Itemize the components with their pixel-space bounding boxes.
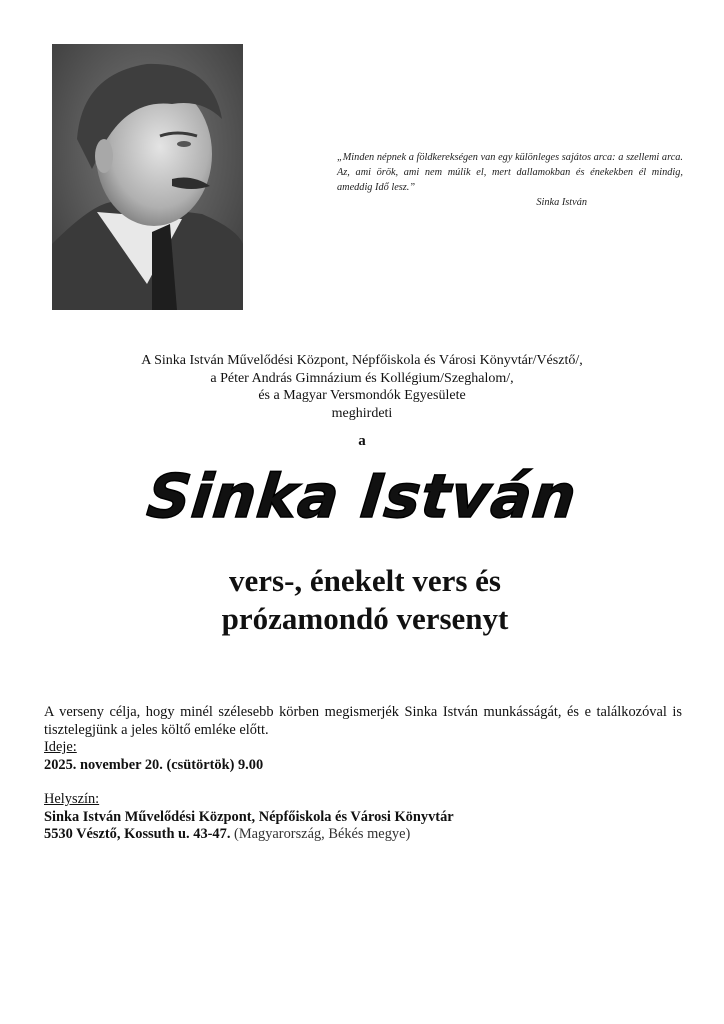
venue-label: Helyszín: xyxy=(44,791,100,807)
subtitle-line: prózamondó versenyt xyxy=(221,601,509,636)
organizer-line: A Sinka István Művelődési Központ, Népfőiskola és Városi Könyvtár/Vésztő/, xyxy=(141,353,583,368)
spacer xyxy=(44,774,682,791)
portrait-photo xyxy=(52,44,243,310)
venue-address: 5530 Vésztő, Kossuth u. 43-47. xyxy=(44,826,231,842)
subtitle-line: vers-, énekelt vers és xyxy=(228,563,501,598)
venue-address-line xyxy=(44,826,682,844)
portrait-image xyxy=(52,44,243,310)
article-a: a xyxy=(358,433,366,449)
organizer-line: és a Magyar Versmondók Egyesülete xyxy=(258,388,466,403)
date-label: Ideje: xyxy=(44,739,77,755)
venue-region: (Magyarország, Békés megye) xyxy=(234,826,411,842)
competition-title: Sinka István xyxy=(143,462,581,532)
competition-subtitle xyxy=(40,562,690,638)
intro-paragraph: A verseny célja, hogy minél szélesebb körben megismerjék Sinka István munkásságát, és e találkozóval is tisztelegjünk a jeles költő emléke előtt. xyxy=(44,704,682,738)
quote-block xyxy=(337,150,683,210)
organizer-line: a Péter András Gimnázium és Kollégium/Szeghalom/, xyxy=(210,370,514,386)
date-value: 2025. november 20. (csütörtök) 9.00 xyxy=(44,756,264,773)
organizers-block xyxy=(40,352,684,422)
announces-line: meghirdeti xyxy=(331,405,393,421)
details-block xyxy=(44,704,682,844)
venue-name: Sinka István Művelődési Központ, Népfőiskola és Városi Könyvtár xyxy=(44,808,454,825)
quote-text: „Minden népnek a földkerekségen van egy különleges sajátos arca: a szellemi arca. Az, ami örök, ami nem múlik el, mert dallamokban és énekekben él mindig, ameddig Idő lesz.” xyxy=(337,152,683,193)
quote-author: Sinka István xyxy=(536,197,587,208)
